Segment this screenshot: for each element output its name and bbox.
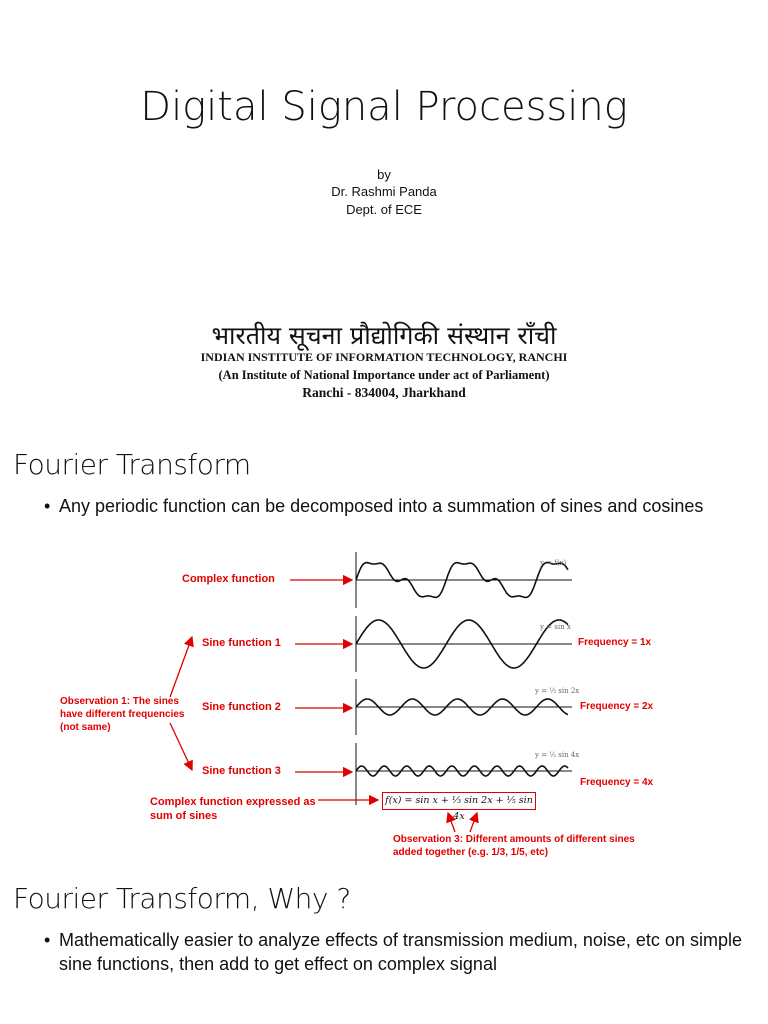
label-frequency-2x: Frequency = 2x [580, 701, 654, 712]
annotation-arrow [170, 637, 192, 697]
label-observation-1: Observation 1: The sines have different frequencies (not same) [60, 696, 185, 733]
eq-label-sin2: y = ⅓ sin 2x [535, 687, 580, 695]
label-frequency-4x: Frequency = 4x [580, 777, 654, 788]
label-sine-3: Sine function 3 [202, 765, 281, 777]
institute-hindi-name: भारतीय सूचना प्रौद्योगिकी संस्थान राँची [211, 321, 557, 350]
label-sine-2: Sine function 2 [202, 701, 281, 713]
eq-label-sin4: y = ⅕ sin 4x [535, 751, 580, 759]
fourier-figure [40, 545, 680, 865]
department: Dept. of ECE [346, 202, 422, 217]
label-sum-of-sines: Complex function expressed as sum of sines [150, 796, 316, 822]
author-name: Dr. Rashmi Panda [331, 184, 437, 199]
bullet-dot: • [44, 930, 51, 950]
institute-address: Ranchi - 834004, Jharkhand [302, 385, 466, 400]
institute-tagline: (An Institute of National Importance under act of Parliament) [218, 368, 550, 382]
label-observation-3: Observation 3: Different amounts of different sines added together (e.g. 1/3, 1/5, etc) [393, 834, 635, 858]
equation-box [382, 792, 536, 822]
equation-text: f(x) = sin x + ⅓ sin 2x + ⅕ sin 4x [385, 795, 533, 822]
section-title-why: Fourier Transform, Why ? [13, 882, 351, 915]
bullet-text: Any periodic function can be decomposed into a summation of sines and cosines [59, 496, 704, 516]
label-sine-1: Sine function 1 [202, 637, 281, 649]
bullet-dot: • [44, 496, 51, 516]
bullet-text: Mathematically easier to analyze effects of transmission medium, noise, etc on simple sine functions, then add to get effect on complex signal [59, 930, 742, 974]
section-title-fourier: Fourier Transform [13, 448, 251, 481]
page-title: Digital Signal Processing [140, 84, 628, 130]
label-frequency-1x: Frequency = 1x [578, 637, 652, 648]
eq-label-sin: y = sin x [540, 623, 571, 631]
eq-label-fx: y = f(x) [540, 559, 567, 567]
institute-english-name: INDIAN INSTITUTE OF INFORMATION TECHNOLOGY, RANCHI [200, 350, 568, 364]
label-complex-function: Complex function [182, 573, 275, 585]
byline-by: by [377, 167, 391, 182]
